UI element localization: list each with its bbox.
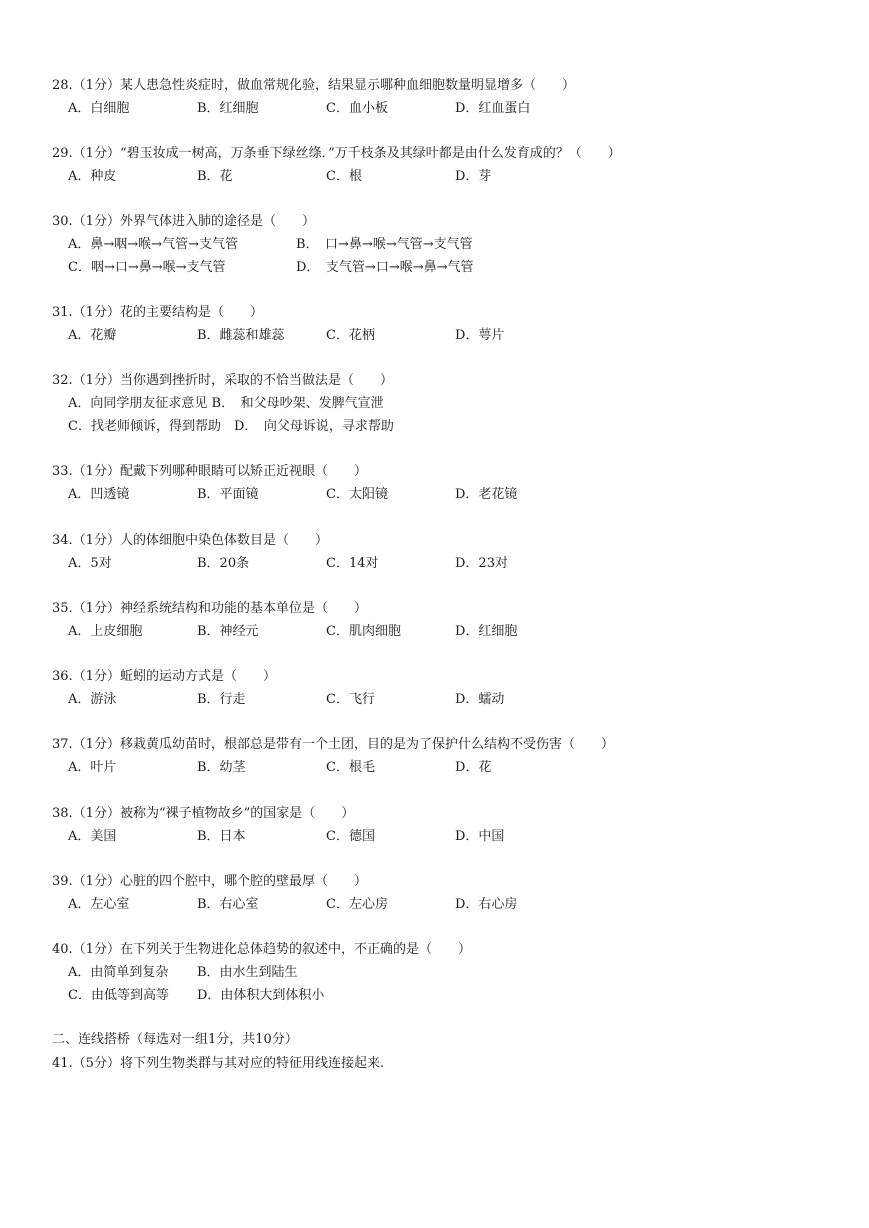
question-stem: 40.（1分）在下列关于生物进化总体趋势的叙述中，不正确的是（ ） bbox=[52, 942, 471, 957]
question-stem: 38.（1分）被称为“裸子植物故乡”的国家是（ ） bbox=[52, 806, 355, 821]
option-c[interactable]: C．咽→口→鼻→喉→支气管 bbox=[68, 260, 226, 275]
question-41-stem: 41.（5分）将下列生物类群与其对应的特征用线连接起来. bbox=[52, 1056, 385, 1071]
option-d[interactable]: D．红血蛋白 bbox=[455, 101, 531, 116]
option-d[interactable]: D．萼片 bbox=[455, 328, 505, 343]
options-row bbox=[52, 984, 852, 1007]
option-d[interactable]: D．右心房 bbox=[455, 897, 518, 912]
option-b[interactable]: B．20条 bbox=[197, 556, 250, 571]
question-31 bbox=[52, 302, 852, 347]
question-stem: 34.（1分）人的体细胞中染色体数目是（ ） bbox=[52, 533, 328, 548]
options-row bbox=[52, 756, 852, 779]
option-b[interactable]: B．幼茎 bbox=[197, 760, 246, 775]
options-row bbox=[52, 620, 852, 643]
question-stem: 30.（1分）外界气体进入肺的途径是（ ） bbox=[52, 214, 315, 229]
option-b[interactable]: B．行走 bbox=[197, 692, 246, 707]
option-d[interactable]: D．中国 bbox=[455, 829, 505, 844]
options-row bbox=[52, 961, 852, 984]
options-row bbox=[52, 392, 852, 415]
question-40 bbox=[52, 939, 852, 1007]
question-37 bbox=[52, 734, 852, 779]
option-d[interactable]: D．芽 bbox=[455, 169, 492, 184]
option-c[interactable]: C．根毛 bbox=[326, 760, 375, 775]
options-row bbox=[52, 233, 852, 256]
option-a[interactable]: A．种皮 bbox=[68, 169, 117, 184]
question-stem: 33.（1分）配戴下列哪种眼睛可以矫正近视眼（ ） bbox=[52, 464, 367, 479]
option-d[interactable]: D．23对 bbox=[455, 556, 508, 571]
option-c[interactable]: C．肌肉细胞 bbox=[326, 624, 401, 639]
option-a[interactable]: A．5对 bbox=[68, 556, 112, 571]
options-row bbox=[52, 483, 852, 506]
option-b[interactable]: B．平面镜 bbox=[197, 487, 259, 502]
option-a-b[interactable]: A．向同学朋友征求意见 B． 和父母吵架、发脾气宣泄 bbox=[68, 396, 384, 411]
option-a[interactable]: A．左心室 bbox=[68, 897, 130, 912]
option-c[interactable]: C．由低等到高等 bbox=[68, 988, 169, 1003]
question-32 bbox=[52, 370, 852, 438]
option-c-d[interactable]: C．找老师倾诉，得到帮助 D． 向父母诉说，寻求帮助 bbox=[68, 419, 394, 434]
option-a[interactable]: A．上皮细胞 bbox=[68, 624, 143, 639]
question-stem: 39.（1分）心脏的四个腔中，哪个腔的壁最厚（ ） bbox=[52, 874, 367, 889]
question-36 bbox=[52, 666, 852, 711]
option-c[interactable]: C．德国 bbox=[326, 829, 375, 844]
option-d[interactable]: D．红细胞 bbox=[455, 624, 518, 639]
option-d[interactable]: D．蠕动 bbox=[455, 692, 505, 707]
option-b[interactable]: B．雌蕊和雄蕊 bbox=[197, 328, 285, 343]
option-b[interactable]: B．日本 bbox=[197, 829, 246, 844]
option-d[interactable]: D． 支气管→口→喉→鼻→气管 bbox=[296, 260, 474, 275]
question-28 bbox=[52, 75, 852, 120]
question-30 bbox=[52, 211, 852, 279]
option-c[interactable]: C．太阳镜 bbox=[326, 487, 388, 502]
options-row bbox=[52, 415, 852, 438]
option-a[interactable]: A．美国 bbox=[68, 829, 117, 844]
question-stem: 28.（1分）某人患急性炎症时，做血常规化验，结果显示哪种血细胞数量明显增多（ ） bbox=[52, 78, 575, 93]
question-stem: 29.（1分）“碧玉妆成一树高，万条垂下绿丝绦．”万千枝条及其绿叶都是由什么发育成的？（ ） bbox=[52, 146, 621, 161]
question-39 bbox=[52, 871, 852, 916]
option-a[interactable]: A．由简单到复杂 bbox=[68, 965, 169, 980]
option-c[interactable]: C．14对 bbox=[326, 556, 379, 571]
section-heading: 二、连线搭桥（每选对一组1分，共10分） bbox=[52, 1032, 298, 1047]
question-stem: 31.（1分）花的主要结构是（ ） bbox=[52, 305, 263, 320]
option-b[interactable]: B．红细胞 bbox=[197, 101, 259, 116]
question-stem: 37.（1分）移栽黄瓜幼苗时，根部总是带有一个土团，目的是为了保护什么结构不受伤害（ ） bbox=[52, 737, 614, 752]
question-33 bbox=[52, 461, 852, 506]
option-d[interactable]: D．花 bbox=[455, 760, 492, 775]
options-row bbox=[52, 97, 852, 120]
option-d[interactable]: D．由体积大到体积小 bbox=[197, 988, 325, 1003]
question-29 bbox=[52, 143, 852, 188]
question-stem: 35.（1分）神经系统结构和功能的基本单位是（ ） bbox=[52, 601, 367, 616]
option-a[interactable]: A．白细胞 bbox=[68, 101, 130, 116]
option-a[interactable]: A．凹透镜 bbox=[68, 487, 130, 502]
option-b[interactable]: B．右心室 bbox=[197, 897, 259, 912]
option-c[interactable]: C．花柄 bbox=[326, 328, 375, 343]
option-d[interactable]: D．老花镜 bbox=[455, 487, 518, 502]
options-row bbox=[52, 165, 852, 188]
options-row bbox=[52, 256, 852, 279]
question-stem: 32.（1分）当你遇到挫折时，采取的不恰当做法是（ ） bbox=[52, 373, 393, 388]
options-row bbox=[52, 688, 852, 711]
option-a[interactable]: A．游泳 bbox=[68, 692, 117, 707]
options-row bbox=[52, 552, 852, 575]
option-b[interactable]: B．花 bbox=[197, 169, 233, 184]
option-b[interactable]: B．由水生到陆生 bbox=[197, 965, 298, 980]
options-row bbox=[52, 893, 852, 916]
question-38 bbox=[52, 803, 852, 848]
option-c[interactable]: C．左心房 bbox=[326, 897, 388, 912]
option-a[interactable]: A．鼻→咽→喉→气管→支气管 bbox=[68, 237, 238, 252]
option-c[interactable]: C．血小板 bbox=[326, 101, 388, 116]
options-row bbox=[52, 825, 852, 848]
options-row bbox=[52, 324, 852, 347]
option-c[interactable]: C．根 bbox=[326, 169, 362, 184]
question-34 bbox=[52, 530, 852, 575]
option-b[interactable]: B． 口→鼻→喉→气管→支气管 bbox=[296, 237, 473, 252]
question-35 bbox=[52, 598, 852, 643]
option-a[interactable]: A．花瓣 bbox=[68, 328, 117, 343]
question-stem: 36.（1分）蚯蚓的运动方式是（ ） bbox=[52, 669, 276, 684]
option-a[interactable]: A．叶片 bbox=[68, 760, 117, 775]
option-b[interactable]: B．神经元 bbox=[197, 624, 259, 639]
option-c[interactable]: C．飞行 bbox=[326, 692, 375, 707]
